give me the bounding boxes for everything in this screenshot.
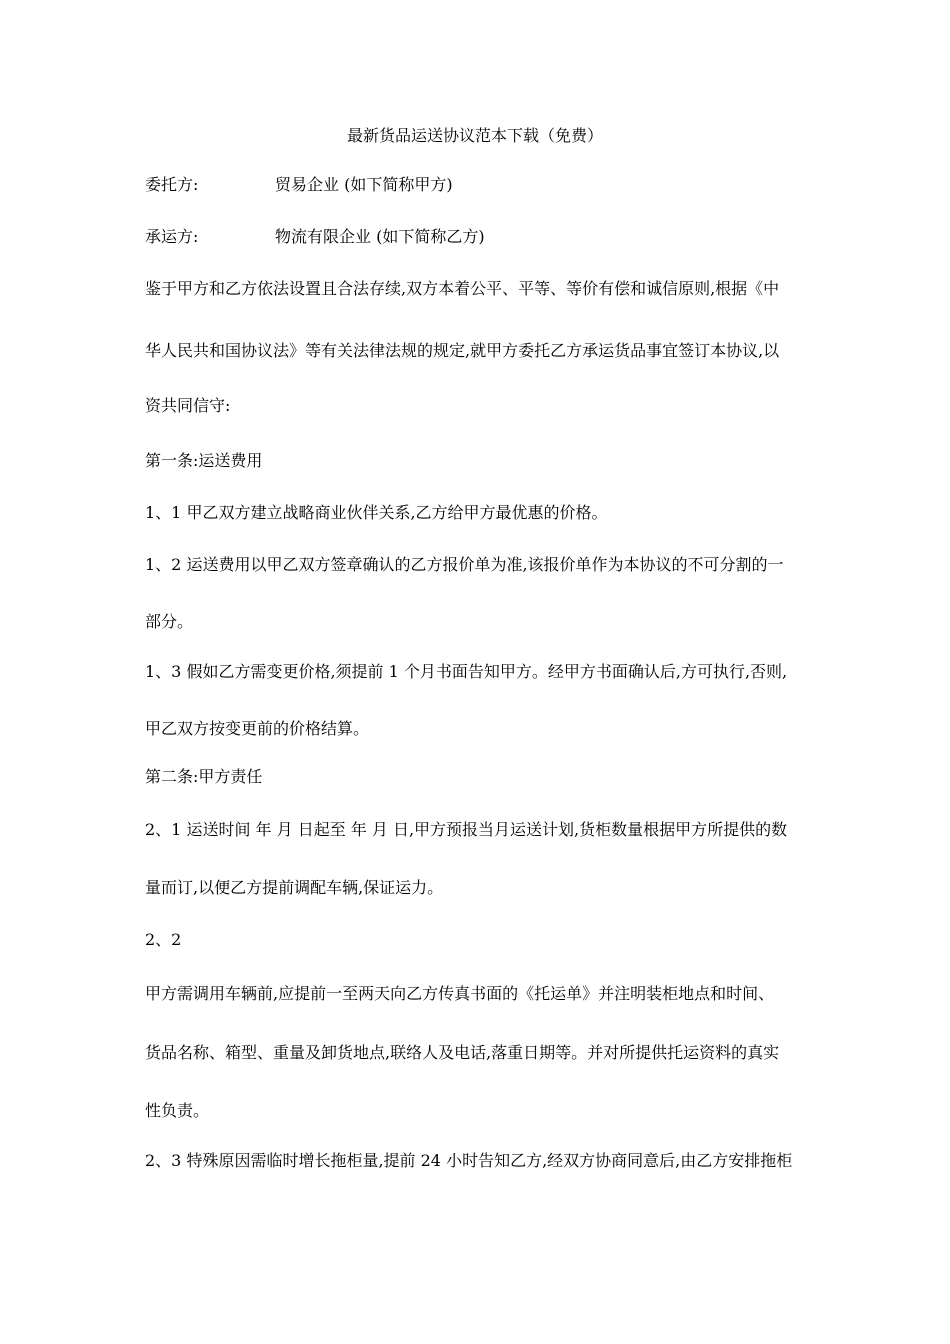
- paragraph-line: 1、2 运送费用以甲乙双方签章确认的乙方报价单为准,该报价单作为本协议的不可分割的一: [145, 555, 784, 574]
- paragraph-line: 1、3 假如乙方需变更价格,须提前 1 个月书面告知甲方。经甲方书面确认后,方可执行,否则,: [145, 662, 788, 681]
- client-label: 委托方:: [145, 175, 199, 194]
- paragraph-line: 2、3 特殊原因需临时增长拖柜量,提前 24 小时告知乙方,经双方协商同意后,由乙方安排拖柜: [145, 1151, 793, 1170]
- paragraph-line: 资共同信守:: [145, 396, 231, 415]
- client-value: 贸易企业 (如下简称甲方): [275, 175, 453, 194]
- section-heading: 第一条:运送费用: [145, 451, 263, 470]
- paragraph-line: 鉴于甲方和乙方依法设置且合法存续,双方本着公平、平等、等价有偿和诚信原则,根据《中: [145, 279, 780, 298]
- paragraph-line: 1、1 甲乙双方建立战略商业伙伴关系,乙方给甲方最优惠的价格。: [145, 503, 608, 522]
- document-title: 最新货品运送协议范本下载（免费）: [346, 126, 603, 145]
- carrier-label: 承运方:: [145, 227, 199, 246]
- paragraph-line: 量而订,以便乙方提前调配车辆,保证运力。: [145, 878, 444, 897]
- paragraph-line: 货品名称、箱型、重量及卸货地点,联络人及电话,落重日期等。并对所提供托运资料的真实: [145, 1043, 780, 1062]
- section-heading: 第二条:甲方责任: [145, 767, 263, 786]
- paragraph-line: 甲方需调用车辆前,应提前一至两天向乙方传真书面的《托运单》并注明装柜地点和时间、: [145, 984, 775, 1003]
- paragraph-line: 部分。: [145, 612, 194, 631]
- paragraph-line: 2、1 运送时间 年 月 日起至 年 月 日,甲方预报当月运送计划,货柜数量根据甲方所提供的数: [145, 820, 788, 839]
- paragraph-line: 甲乙双方按变更前的价格结算。: [145, 719, 370, 738]
- paragraph-line: 华人民共和国协议法》等有关法律法规的规定,就甲方委托乙方承运货品事宜签订本协议,以: [145, 341, 780, 360]
- carrier-value: 物流有限企业 (如下简称乙方): [275, 227, 485, 246]
- paragraph-line: 2、2: [145, 930, 182, 949]
- paragraph-line: 性负责。: [145, 1101, 210, 1120]
